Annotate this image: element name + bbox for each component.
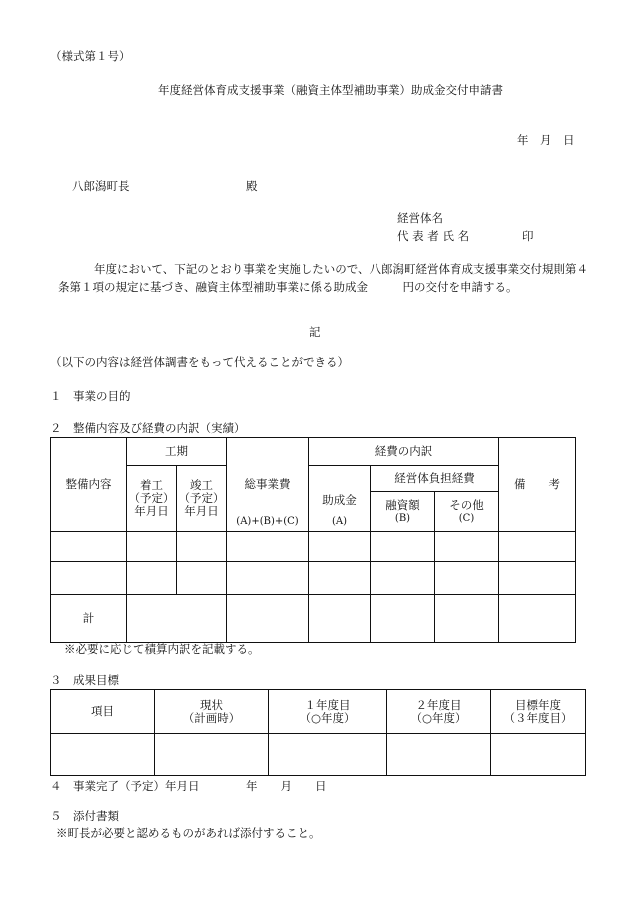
header-current-line-2: （計画時） [182, 710, 241, 725]
section-3-heading: ３ 成果目標 [50, 673, 119, 687]
table-note: ※必要に応じて積算内訳を記載する。 [64, 642, 260, 656]
section-2-heading: ２ 整備内容及び経費の内訳（実績） [50, 421, 246, 435]
header-current-line-1: 現状 [200, 697, 223, 712]
addressee: 八郎潟町長 [72, 179, 130, 193]
total-row-label: 計 [51, 595, 127, 643]
header-target-line-1: 目標年度 [515, 697, 561, 712]
header-end [177, 466, 227, 532]
header-subsidy-code: (A) [331, 516, 348, 527]
header-start [127, 466, 177, 532]
header-subsidy [309, 466, 371, 532]
date-line: 年 月 日 [517, 133, 575, 147]
header-target-line-2: （３年度目） [503, 710, 573, 725]
form-number: （様式第１号） [50, 49, 131, 63]
header-start-line-3: 年月日 [134, 504, 169, 518]
total-row [51, 595, 576, 643]
header-content: 整備内容 [51, 438, 127, 532]
header-total-formula: (A)+(B)+(C) [236, 516, 299, 527]
header-year1 [269, 690, 387, 734]
header-loan-code: (B) [394, 512, 411, 524]
header-total-label: 総事業費 [244, 477, 291, 491]
expense-table [50, 437, 576, 643]
header-year2 [387, 690, 491, 734]
table-row [51, 734, 586, 776]
header-year2-line-1: ２年度目 [415, 697, 462, 712]
header-year1-line-2: （○年度） [299, 710, 356, 725]
seal-label: 印 [522, 229, 534, 243]
table-row [51, 532, 576, 562]
section-4-heading: ４ 事業完了（予定）年月日 [50, 779, 200, 793]
target-table [50, 689, 586, 776]
representative-label: 代 表 者 氏 名 [397, 229, 470, 243]
header-burden: 経営体負担経費 [371, 466, 499, 492]
ki-marker: 記 [309, 325, 321, 339]
header-other [435, 492, 499, 532]
header-item: 項目 [51, 690, 155, 734]
header-target [491, 690, 586, 734]
section-4-date: 年 月 日 [246, 779, 327, 793]
document-title: 年度経営体育成支援事業（融資主体型補助事業）助成金交付申請書 [158, 83, 503, 97]
addressee-suffix: 殿 [246, 179, 258, 193]
section-1-heading: １ 事業の目的 [50, 389, 131, 403]
header-loan [371, 492, 435, 532]
header-end-line-2: （予定） [178, 491, 225, 505]
header-current [155, 690, 269, 734]
header-end-line-3: 年月日 [184, 504, 219, 518]
note-top: （以下の内容は経営体調書をもって代えることができる） [50, 355, 349, 369]
header-start-line-2: （予定） [128, 491, 175, 505]
header-year1-line-1: １年度目 [304, 697, 351, 712]
header-other-label: その他 [449, 497, 484, 512]
header-start-line-1: 着工 [140, 478, 163, 492]
header-subsidy-label: 助成金 [322, 493, 357, 507]
applicant-name-label: 経営体名 [397, 211, 443, 225]
body-paragraph: 年度において、下記のとおり事業を実施したいので、八郎潟町経営体育成支援事業交付規則第４条第１項の規定に基づき、融資主体型補助事業に係る助成金 円の交付を申請する。 [58, 262, 589, 294]
section-5-note: ※町長が必要と認めるものがあれば添付すること。 [56, 826, 321, 840]
header-end-line-1: 竣工 [190, 478, 213, 492]
header-breakdown: 経費の内訳 [309, 438, 499, 466]
header-other-code: (C) [458, 512, 475, 524]
header-loan-label: 融資額 [385, 497, 420, 512]
header-total [227, 438, 309, 532]
header-period: 工期 [127, 438, 227, 466]
header-remarks: 備 考 [499, 438, 576, 532]
section-5-heading: ５ 添付書類 [50, 809, 119, 823]
header-year2-line-2: （○年度） [410, 710, 467, 725]
table-row [51, 562, 576, 595]
